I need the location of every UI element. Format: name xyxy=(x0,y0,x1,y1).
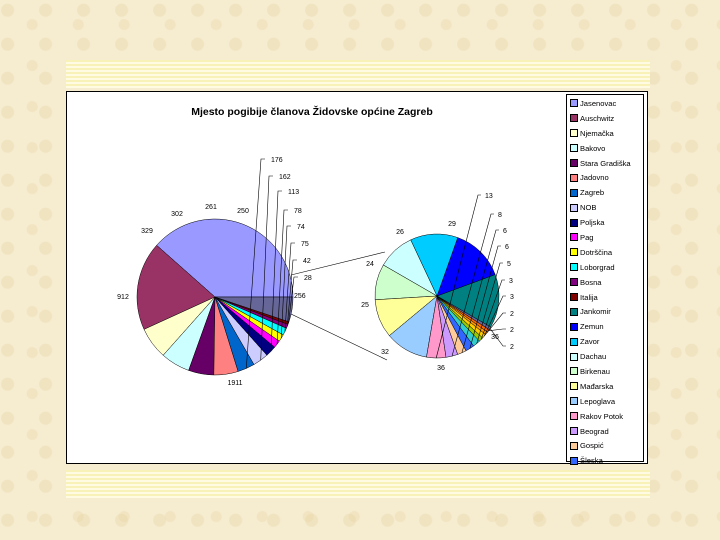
legend-label: Rakov Potok xyxy=(580,411,624,421)
main-pie-data-label: 42 xyxy=(303,258,311,265)
secondary-pie-data-label: 2 xyxy=(510,344,514,351)
legend-label: Lepoglava xyxy=(580,396,616,406)
main-pie-data-label: 302 xyxy=(171,211,183,218)
main-pie-data-label: 162 xyxy=(279,174,291,181)
secondary-pie-data-label: 6 xyxy=(505,244,509,251)
secondary-pie-data-label: 8 xyxy=(498,212,502,219)
legend-item xyxy=(570,141,643,156)
secondary-pie-data-label: 25 xyxy=(361,302,369,309)
legend-label: Poljska xyxy=(580,218,605,228)
legend-item xyxy=(570,453,643,468)
legend-swatch xyxy=(570,263,578,271)
secondary-pie-data-label: 26 xyxy=(396,229,404,236)
legend-label: Šleska xyxy=(580,456,603,466)
legend-swatch xyxy=(570,129,578,137)
main-pie-data-label: 78 xyxy=(294,208,302,215)
legend-label: Bakovo xyxy=(580,143,606,153)
legend-item xyxy=(570,424,643,439)
legend-label: Auschwitz xyxy=(580,113,615,123)
legend-swatch xyxy=(570,293,578,301)
legend-swatch xyxy=(570,367,578,375)
legend-label: Beograd xyxy=(580,426,609,436)
legend-swatch xyxy=(570,99,578,107)
legend-item xyxy=(570,304,643,319)
legend-label: Jankomir xyxy=(580,307,611,317)
legend-item xyxy=(570,319,643,334)
legend-label: Zemun xyxy=(580,322,604,332)
legend-swatch xyxy=(570,353,578,361)
secondary-pie-data-label: 3 xyxy=(509,278,513,285)
legend-swatch xyxy=(570,412,578,420)
legend-label: Njemačka xyxy=(580,128,614,138)
chart-plot xyxy=(67,92,647,466)
legend-label: Birkenau xyxy=(580,366,610,376)
secondary-pie-data-label: 2 xyxy=(510,311,514,318)
legend-label: Bosna xyxy=(580,277,602,287)
legend-item xyxy=(570,245,643,260)
secondary-pie-data-label: 29 xyxy=(448,221,456,228)
legend-swatch xyxy=(570,457,578,465)
legend-item xyxy=(570,126,643,141)
secondary-pie-data-label: 36 xyxy=(437,365,445,372)
legend-swatch xyxy=(570,189,578,197)
secondary-pie-data-label: 24 xyxy=(366,261,374,268)
legend-label: Jadovno xyxy=(580,173,609,183)
legend-swatch xyxy=(570,248,578,256)
legend-label: Stara Gradiška xyxy=(580,158,631,168)
secondary-pie-data-label: 6 xyxy=(503,228,507,235)
legend-label: Dachau xyxy=(580,352,607,362)
legend-swatch xyxy=(570,397,578,405)
main-pie-data-label: 250 xyxy=(237,208,249,215)
legend-swatch xyxy=(570,159,578,167)
main-pie-data-label: 176 xyxy=(271,157,283,164)
legend-item xyxy=(570,215,643,230)
legend-swatch xyxy=(570,427,578,435)
legend-item xyxy=(570,364,643,379)
legend-item xyxy=(570,260,643,275)
main-pie-data-label: 28 xyxy=(304,275,312,282)
legend-item xyxy=(570,409,643,424)
legend-item xyxy=(570,379,643,394)
legend-swatch xyxy=(570,174,578,182)
legend-item xyxy=(570,275,643,290)
legend-swatch xyxy=(570,323,578,331)
pie-connector-line xyxy=(291,314,387,360)
legend-swatch xyxy=(570,278,578,286)
legend-item xyxy=(570,438,643,453)
secondary-pie-data-label: 36 xyxy=(491,334,499,341)
main-pie-data-label: 75 xyxy=(301,241,309,248)
legend-label: Gospić xyxy=(580,441,604,451)
legend-item xyxy=(570,185,643,200)
legend-item xyxy=(570,334,643,349)
legend-item xyxy=(570,170,643,185)
secondary-pie-data-label: 32 xyxy=(381,349,389,356)
main-pie-data-label: 261 xyxy=(205,204,217,211)
main-pie-data-label: 1911 xyxy=(227,380,243,387)
legend-item xyxy=(570,394,643,409)
legend-item xyxy=(570,156,643,171)
legend-label: Italija xyxy=(580,292,598,302)
secondary-pie-data-label: 13 xyxy=(485,193,493,200)
secondary-pie-data-label: 5 xyxy=(507,261,511,268)
legend-item xyxy=(570,111,643,126)
legend-swatch xyxy=(570,233,578,241)
legend-swatch xyxy=(570,338,578,346)
legend-item xyxy=(570,230,643,245)
legend-item xyxy=(570,290,643,305)
legend-swatch xyxy=(570,204,578,212)
legend-swatch xyxy=(570,382,578,390)
main-pie-data-label: 912 xyxy=(117,294,129,301)
chart-area xyxy=(66,91,648,464)
slide-top-band xyxy=(66,60,650,88)
main-pie-data-label: 74 xyxy=(297,224,305,231)
legend-label: Loborgrad xyxy=(580,262,615,272)
legend-item xyxy=(570,200,643,215)
main-pie-data-label: 256 xyxy=(294,293,306,300)
legend-label: Dotrščina xyxy=(580,247,613,257)
legend-label: Zagreb xyxy=(580,188,605,198)
chart-title: Mjesto pogibije članova Židovske općine Zagreb xyxy=(191,106,433,118)
main-pie-data-label: 329 xyxy=(141,228,153,235)
main-pie-data-label: 113 xyxy=(288,189,300,196)
slide-bottom-band xyxy=(66,470,650,498)
legend-label: Pag xyxy=(580,232,594,242)
secondary-pie-data-label: 2 xyxy=(510,327,514,334)
legend-swatch xyxy=(570,442,578,450)
legend-label: Mađarska xyxy=(580,381,614,391)
legend-label: NOB xyxy=(580,203,597,213)
chart-legend xyxy=(566,94,644,466)
legend-item xyxy=(570,96,643,111)
legend-label: Zavor xyxy=(580,337,600,347)
legend-swatch xyxy=(570,114,578,122)
legend-swatch xyxy=(570,219,578,227)
legend-label: Jasenovac xyxy=(580,98,617,108)
legend-item xyxy=(570,349,643,364)
legend-swatch xyxy=(570,144,578,152)
secondary-pie-data-label: 3 xyxy=(510,294,514,301)
legend-swatch xyxy=(570,308,578,316)
